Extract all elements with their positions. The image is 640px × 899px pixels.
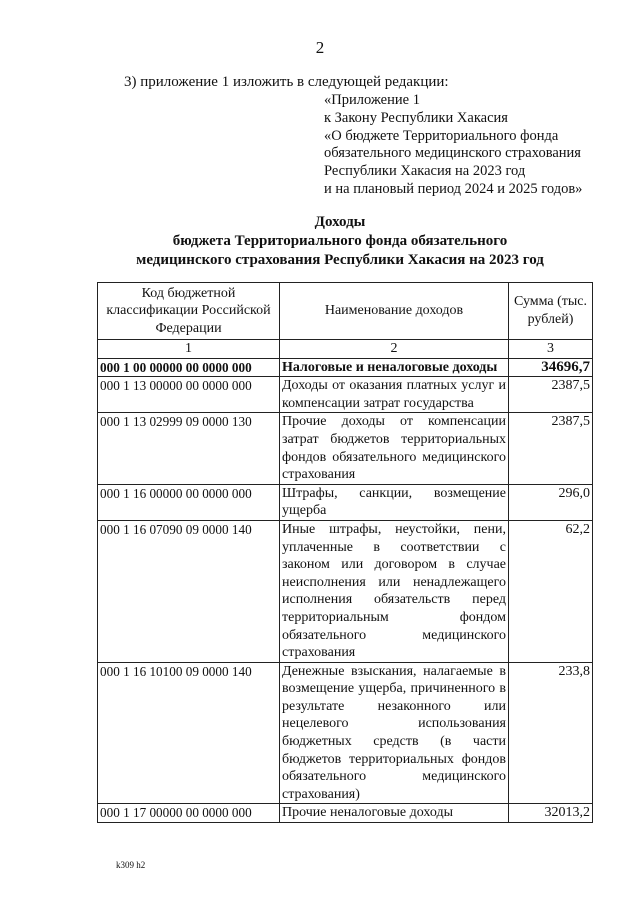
appendix-line: обязательного медицинского страхования: [324, 145, 581, 162]
row-name: Доходы от оказания платных услуг и компенсации затрат государства: [280, 377, 509, 413]
row-code: 000 1 13 00000 00 0000 000: [98, 377, 280, 413]
header-amount: Сумма (тыс. рублей): [509, 283, 593, 340]
header-code: Код бюджетной классификации Российской Федерации: [98, 283, 280, 340]
column-number-row: [98, 340, 593, 359]
document-footer-code: k309 h2: [116, 860, 146, 870]
row-amount: 233,8: [509, 662, 593, 804]
row-name: Прочие доходы от компенсации затрат бюджетов территориальных фондов обязательного медицинского страхования: [280, 413, 509, 484]
column-number: 1: [98, 340, 280, 359]
row-amount: 296,0: [509, 484, 593, 520]
table-row: [98, 804, 593, 823]
header-name: Наименование доходов: [280, 283, 509, 340]
appendix-line: Республики Хакасия на 2023 год: [324, 163, 526, 180]
table-row: [98, 662, 593, 804]
row-amount: 34696,7: [509, 358, 593, 377]
row-amount: 32013,2: [509, 804, 593, 823]
row-name: Денежные взыскания, налагаемые в возмещение ущерба, причиненного в результате незаконного или нецелевого использования бюджетных средств (в части бюджетов территориальных фондов обязательного медицинского страхования): [280, 662, 509, 804]
appendix-line: и на плановый период 2024 и 2025 годов»: [324, 180, 583, 197]
column-number: 2: [280, 340, 509, 359]
row-code: 000 1 16 07090 09 0000 140: [98, 520, 280, 662]
row-amount: 2387,5: [509, 413, 593, 484]
revenue-table: [97, 282, 593, 823]
table-header-row: [98, 283, 593, 340]
row-name: Иные штрафы, неустойки, пени, уплаченные в соответствии с законом или договором в случае неисполнения или ненадлежащего исполнения обязательств перед территориальным фондом обязательного медицинского страхования: [280, 520, 509, 662]
appendix-line: «Приложение 1: [324, 92, 420, 108]
table-row: [98, 413, 593, 484]
row-amount: 62,2: [509, 520, 593, 662]
row-code: 000 1 13 02999 09 0000 130: [98, 413, 280, 484]
row-code: 000 1 16 10100 09 0000 140: [98, 662, 280, 804]
column-number: 3: [509, 340, 593, 359]
table-row: [98, 358, 593, 377]
table-row: [98, 520, 593, 662]
row-code: 000 1 16 00000 00 0000 000: [98, 484, 280, 520]
row-code: 000 1 00 00000 00 0000 000: [98, 358, 280, 377]
row-name: Штрафы, санкции, возмещение ущерба: [280, 484, 509, 520]
heading-line: Доходы: [314, 214, 366, 230]
page-number: 2: [315, 38, 325, 57]
row-code: 000 1 17 00000 00 0000 000: [98, 804, 280, 823]
table-row: [98, 484, 593, 520]
table-heading: [0, 213, 640, 270]
appendix-line: к Закону Республики Хакасия: [324, 109, 508, 126]
heading-line: бюджета Территориального фонда обязательного: [172, 233, 508, 249]
row-name: Налоговые и неналоговые доходы: [280, 358, 509, 377]
appendix-caption: [324, 92, 582, 199]
row-name: Прочие неналоговые доходы: [280, 804, 509, 823]
heading-line: медицинского страхования Республики Хакасия на 2023 год: [136, 252, 544, 268]
appendix-line: «О бюджете Территориального фонда: [324, 127, 559, 144]
amendment-intro: 3) приложение 1 изложить в следующей редакции:: [124, 74, 449, 90]
table-row: [98, 377, 593, 413]
row-amount: 2387,5: [509, 377, 593, 413]
